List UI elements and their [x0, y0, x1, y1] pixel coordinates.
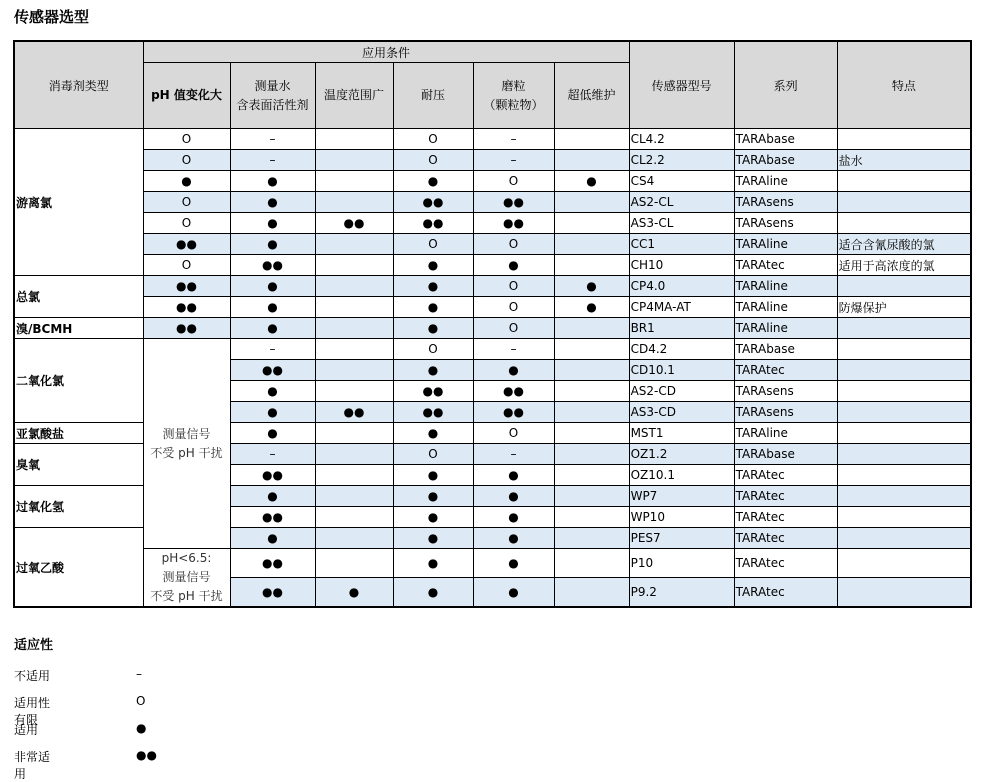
header-sensor-model: 传感器型号	[629, 41, 734, 129]
sensor-model-cell: AS2-CL	[629, 192, 734, 213]
feature-cell	[837, 528, 971, 549]
table-row	[14, 129, 971, 150]
abrasives-cell: ●	[473, 360, 554, 381]
ph-variation-cell: ●●	[143, 276, 230, 297]
table-row	[14, 255, 971, 276]
ph-variation-cell: O	[143, 150, 230, 171]
temperature-range-cell: ●●	[315, 402, 393, 423]
surfactant-cell: ●	[230, 528, 315, 549]
surfactant-cell: ●	[230, 171, 315, 192]
surfactant-cell: ●●	[230, 255, 315, 276]
feature-cell	[837, 465, 971, 486]
table-row	[14, 318, 971, 339]
pressure-cell: O	[393, 129, 473, 150]
series-cell: TARAbase	[734, 150, 837, 171]
feature-cell	[837, 192, 971, 213]
pressure-cell: ●	[393, 507, 473, 528]
temperature-range-cell	[315, 297, 393, 318]
surfactant-cell: ●	[230, 213, 315, 234]
feature-cell: 防爆保护	[837, 297, 971, 318]
header-series: 系列	[734, 41, 837, 129]
surfactant-cell: ●	[230, 486, 315, 507]
temperature-range-cell	[315, 444, 393, 465]
header-ph-variation: pH 值变化大	[143, 63, 230, 129]
abrasives-cell: O	[473, 276, 554, 297]
feature-cell	[837, 318, 971, 339]
feature-cell	[837, 171, 971, 192]
temperature-range-cell	[315, 192, 393, 213]
header-surfactant: 测量水 含表面活性剂	[230, 63, 315, 129]
series-cell: TARAtec	[734, 486, 837, 507]
temperature-range-cell	[315, 318, 393, 339]
table-row	[14, 297, 971, 318]
low-maintenance-cell: ●	[554, 297, 629, 318]
legend-title: 适应性	[14, 638, 54, 653]
temperature-range-cell	[315, 234, 393, 255]
pressure-cell: ●	[393, 549, 473, 578]
series-cell: TARAsens	[734, 381, 837, 402]
temperature-range-cell	[315, 360, 393, 381]
temperature-range-cell	[315, 276, 393, 297]
header-low-maintenance: 超低维护	[554, 63, 629, 129]
pressure-cell: ●	[393, 360, 473, 381]
sensor-model-cell: P10	[629, 549, 734, 578]
abrasives-cell: ●●	[473, 213, 554, 234]
ph-variation-cell: ●●	[143, 318, 230, 339]
pressure-cell: O	[393, 339, 473, 360]
abrasives-cell: O	[473, 234, 554, 255]
feature-cell	[837, 549, 971, 578]
series-cell: TARAline	[734, 234, 837, 255]
series-cell: TARAline	[734, 171, 837, 192]
low-maintenance-cell	[554, 465, 629, 486]
low-maintenance-cell	[554, 507, 629, 528]
series-cell: TARAsens	[734, 402, 837, 423]
low-maintenance-cell	[554, 381, 629, 402]
legend-item	[14, 748, 157, 781]
sensor-model-cell: OZ1.2	[629, 444, 734, 465]
temperature-range-cell	[315, 171, 393, 192]
ph-variation-cell: ●●	[143, 234, 230, 255]
temperature-range-cell	[315, 507, 393, 528]
low-maintenance-cell	[554, 192, 629, 213]
table-row	[14, 339, 971, 360]
sensor-model-cell: WP10	[629, 507, 734, 528]
pressure-cell: O	[393, 444, 473, 465]
pressure-cell: ●●	[393, 192, 473, 213]
temperature-range-cell	[315, 381, 393, 402]
header-application-conditions: 应用条件	[143, 41, 629, 63]
series-cell: TARAline	[734, 276, 837, 297]
header-temperature-range: 温度范围广	[315, 63, 393, 129]
surfactant-cell: ●	[230, 276, 315, 297]
pressure-cell: ●	[393, 318, 473, 339]
abrasives-cell: O	[473, 318, 554, 339]
series-cell: TARAsens	[734, 213, 837, 234]
abrasives-cell: –	[473, 444, 554, 465]
ph-variation-cell: O	[143, 192, 230, 213]
abrasives-cell: –	[473, 339, 554, 360]
ph-note-cell: 测量信号 不受 pH 干扰	[143, 339, 230, 549]
low-maintenance-cell: ●	[554, 276, 629, 297]
feature-cell	[837, 381, 971, 402]
abrasives-cell: ●	[473, 465, 554, 486]
pressure-cell: ●	[393, 528, 473, 549]
temperature-range-cell	[315, 150, 393, 171]
feature-cell	[837, 360, 971, 381]
low-maintenance-cell	[554, 402, 629, 423]
low-maintenance-cell	[554, 423, 629, 444]
ph-note-cell: pH<6.5: 测量信号 不受 pH 干扰	[143, 549, 230, 608]
table-row	[14, 192, 971, 213]
surfactant-cell: ●●	[230, 507, 315, 528]
pressure-cell: O	[393, 150, 473, 171]
legend-symbol: –	[136, 667, 142, 681]
surfactant-cell: –	[230, 150, 315, 171]
legend-item	[14, 721, 147, 748]
surfactant-cell: ●●	[230, 549, 315, 578]
abrasives-cell: ●	[473, 255, 554, 276]
legend-symbol: O	[136, 694, 146, 708]
low-maintenance-cell	[554, 234, 629, 255]
low-maintenance-cell	[554, 528, 629, 549]
surfactant-cell: –	[230, 129, 315, 150]
series-cell: TARAbase	[734, 339, 837, 360]
ph-variation-cell: O	[143, 129, 230, 150]
abrasives-cell: ●	[473, 549, 554, 578]
feature-cell: 盐水	[837, 150, 971, 171]
pressure-cell: ●	[393, 465, 473, 486]
series-cell: TARAsens	[734, 192, 837, 213]
disinfectant-type-cell: 过氧乙酸	[14, 528, 143, 608]
legend-label: 非常适用	[14, 750, 51, 781]
sensor-model-cell: AS3-CL	[629, 213, 734, 234]
legend-symbol: ●●	[136, 748, 157, 762]
pressure-cell: ●●	[393, 213, 473, 234]
abrasives-cell: ●	[473, 507, 554, 528]
surfactant-cell: ●●	[230, 465, 315, 486]
ph-variation-cell: ●	[143, 171, 230, 192]
feature-cell	[837, 423, 971, 444]
feature-cell	[837, 577, 971, 607]
header-feature: 特点	[837, 41, 971, 129]
abrasives-cell: –	[473, 150, 554, 171]
temperature-range-cell	[315, 129, 393, 150]
temperature-range-cell	[315, 255, 393, 276]
abrasives-cell: ●●	[473, 402, 554, 423]
table-row	[14, 549, 971, 578]
feature-cell	[837, 402, 971, 423]
abrasives-cell: ●	[473, 577, 554, 607]
sensor-model-cell: MST1	[629, 423, 734, 444]
low-maintenance-cell	[554, 318, 629, 339]
ph-variation-cell: ●●	[143, 297, 230, 318]
surfactant-cell: ●	[230, 297, 315, 318]
feature-cell: 适合含氰尿酸的氯	[837, 234, 971, 255]
sensor-model-cell: CC1	[629, 234, 734, 255]
low-maintenance-cell	[554, 255, 629, 276]
sensor-model-cell: AS2-CD	[629, 381, 734, 402]
sensor-model-cell: BR1	[629, 318, 734, 339]
abrasives-cell: ●●	[473, 192, 554, 213]
sensor-model-cell: CP4.0	[629, 276, 734, 297]
low-maintenance-cell	[554, 444, 629, 465]
ph-variation-cell: O	[143, 213, 230, 234]
series-cell: TARAtec	[734, 549, 837, 578]
abrasives-cell: O	[473, 171, 554, 192]
series-cell: TARAline	[734, 423, 837, 444]
surfactant-cell: ●	[230, 423, 315, 444]
feature-cell	[837, 486, 971, 507]
page-title: 传感器选型	[14, 8, 90, 26]
feature-cell	[837, 129, 971, 150]
series-cell: TARAtec	[734, 507, 837, 528]
sensor-model-cell: CD4.2	[629, 339, 734, 360]
pressure-cell: ●	[393, 276, 473, 297]
pressure-cell: ●	[393, 486, 473, 507]
sensor-model-cell: CL2.2	[629, 150, 734, 171]
table-row	[14, 276, 971, 297]
sensor-model-cell: CH10	[629, 255, 734, 276]
series-cell: TARAtec	[734, 465, 837, 486]
legend-item	[14, 694, 146, 727]
series-cell: TARAtec	[734, 255, 837, 276]
disinfectant-type-cell: 过氧化氢	[14, 486, 143, 528]
feature-cell	[837, 339, 971, 360]
sensor-selection-table	[13, 40, 972, 608]
abrasives-cell: ●	[473, 528, 554, 549]
surfactant-cell: ●	[230, 381, 315, 402]
temperature-range-cell	[315, 549, 393, 578]
disinfectant-type-cell: 二氧化氯	[14, 339, 143, 423]
temperature-range-cell	[315, 465, 393, 486]
abrasives-cell: O	[473, 423, 554, 444]
feature-cell: 适用于高浓度的氯	[837, 255, 971, 276]
sensor-model-cell: AS3-CD	[629, 402, 734, 423]
pressure-cell: ●●	[393, 381, 473, 402]
legend-label: 适用性有限	[14, 696, 51, 727]
series-cell: TARAtec	[734, 577, 837, 607]
low-maintenance-cell	[554, 360, 629, 381]
surfactant-cell: ●	[230, 402, 315, 423]
ph-variation-cell: O	[143, 255, 230, 276]
low-maintenance-cell: ●	[554, 171, 629, 192]
surfactant-cell: ●●	[230, 577, 315, 607]
sensor-model-cell: WP7	[629, 486, 734, 507]
legend-label: 不适用	[14, 669, 51, 683]
pressure-cell: ●	[393, 577, 473, 607]
low-maintenance-cell	[554, 129, 629, 150]
abrasives-cell: O	[473, 297, 554, 318]
low-maintenance-cell	[554, 213, 629, 234]
sensor-model-cell: CD10.1	[629, 360, 734, 381]
legend-label: 适用	[14, 723, 39, 737]
sensor-model-cell: PES7	[629, 528, 734, 549]
low-maintenance-cell	[554, 549, 629, 578]
pressure-cell: ●	[393, 171, 473, 192]
sensor-model-cell: CL4.2	[629, 129, 734, 150]
pressure-cell: ●	[393, 255, 473, 276]
disinfectant-type-cell: 臭氧	[14, 444, 143, 486]
low-maintenance-cell	[554, 339, 629, 360]
sensor-model-cell: CP4MA-AT	[629, 297, 734, 318]
series-cell: TARAtec	[734, 528, 837, 549]
disinfectant-type-cell: 总氯	[14, 276, 143, 318]
surfactant-cell: –	[230, 339, 315, 360]
disinfectant-type-cell: 游离氯	[14, 129, 143, 276]
feature-cell	[837, 213, 971, 234]
surfactant-cell: ●	[230, 234, 315, 255]
low-maintenance-cell	[554, 486, 629, 507]
series-cell: TARAline	[734, 318, 837, 339]
sensor-model-cell: CS4	[629, 171, 734, 192]
feature-cell	[837, 276, 971, 297]
table-row	[14, 213, 971, 234]
temperature-range-cell: ●	[315, 577, 393, 607]
surfactant-cell: ●	[230, 318, 315, 339]
temperature-range-cell	[315, 423, 393, 444]
pressure-cell: ●	[393, 423, 473, 444]
abrasives-cell: –	[473, 129, 554, 150]
temperature-range-cell: ●●	[315, 213, 393, 234]
series-cell: TARAbase	[734, 129, 837, 150]
header-pressure: 耐压	[393, 63, 473, 129]
table-row	[14, 171, 971, 192]
disinfectant-type-cell: 溴/BCMH	[14, 318, 143, 339]
table-row	[14, 150, 971, 171]
sensor-model-cell: P9.2	[629, 577, 734, 607]
surfactant-cell: –	[230, 444, 315, 465]
temperature-range-cell	[315, 486, 393, 507]
low-maintenance-cell	[554, 577, 629, 607]
feature-cell	[837, 444, 971, 465]
feature-cell	[837, 507, 971, 528]
table-row	[14, 234, 971, 255]
header-abrasives: 磨粒 （颗粒物）	[473, 63, 554, 129]
pressure-cell: O	[393, 234, 473, 255]
sensor-model-cell: OZ10.1	[629, 465, 734, 486]
legend-item	[14, 667, 142, 694]
abrasives-cell: ●●	[473, 381, 554, 402]
series-cell: TARAbase	[734, 444, 837, 465]
legend	[14, 634, 157, 781]
temperature-range-cell	[315, 339, 393, 360]
surfactant-cell: ●	[230, 192, 315, 213]
surfactant-cell: ●●	[230, 360, 315, 381]
temperature-range-cell	[315, 528, 393, 549]
header-disinfectant: 消毒剂类型	[14, 41, 143, 129]
abrasives-cell: ●	[473, 486, 554, 507]
pressure-cell: ●	[393, 297, 473, 318]
pressure-cell: ●●	[393, 402, 473, 423]
legend-symbol: ●	[136, 721, 147, 735]
low-maintenance-cell	[554, 150, 629, 171]
disinfectant-type-cell: 亚氯酸盐	[14, 423, 143, 444]
series-cell: TARAline	[734, 297, 837, 318]
series-cell: TARAtec	[734, 360, 837, 381]
